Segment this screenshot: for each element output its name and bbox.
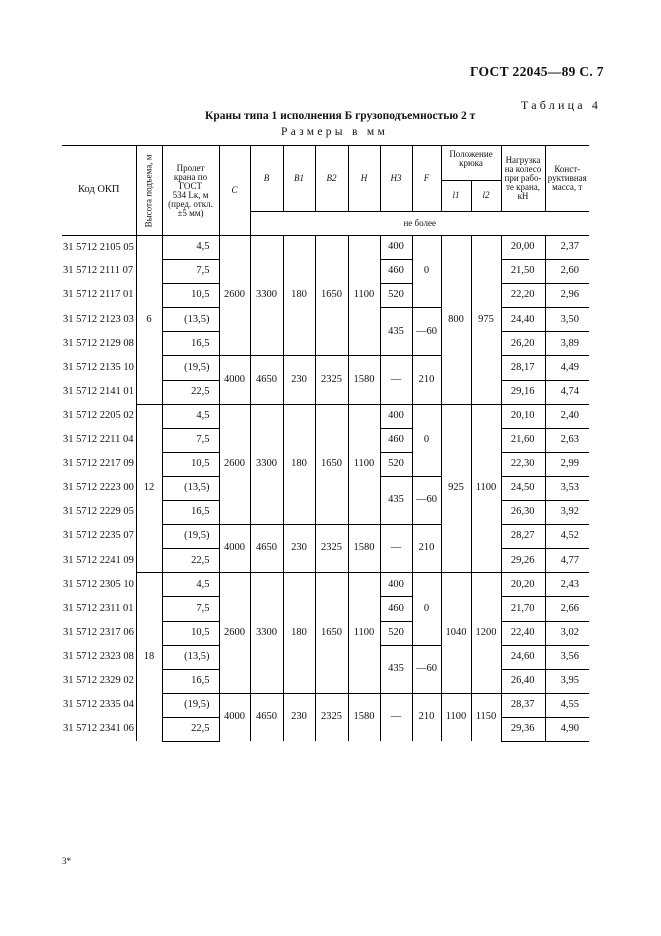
mass-cell: 2,43 bbox=[545, 573, 589, 597]
col-load-header: Нагрузка на колесо при рабо- те крана, кН bbox=[501, 146, 545, 212]
code-cell: 31 5712 2317 06 bbox=[62, 621, 136, 645]
code-cell: 31 5712 2305 10 bbox=[62, 573, 136, 597]
f-cell: 210 bbox=[412, 356, 441, 404]
not-more-label: не более bbox=[250, 212, 589, 236]
load-cell: 28,27 bbox=[501, 525, 545, 549]
b1-cell: 180 bbox=[283, 404, 315, 524]
code-cell: 31 5712 2335 04 bbox=[62, 693, 136, 717]
l2-cell: 1200 bbox=[471, 573, 501, 693]
code-cell: 31 5712 2223 00 bbox=[62, 476, 136, 500]
code-cell: 31 5712 2111 07 bbox=[62, 260, 136, 284]
b-cell: 4650 bbox=[250, 356, 283, 404]
code-cell: 31 5712 2211 04 bbox=[62, 428, 136, 452]
l2-cell: 1150 bbox=[471, 693, 501, 741]
load-cell: 22,40 bbox=[501, 621, 545, 645]
code-cell: 31 5712 2117 01 bbox=[62, 284, 136, 308]
crane-table bbox=[62, 145, 589, 742]
span-cell: (13,5) bbox=[162, 476, 219, 500]
load-cell: 24,40 bbox=[501, 308, 545, 332]
load-cell: 22,30 bbox=[501, 452, 545, 476]
h3-cell: — bbox=[380, 525, 412, 573]
h3-cell: 460 bbox=[380, 428, 412, 452]
h3-cell: 435 bbox=[380, 645, 412, 693]
h3-cell: 520 bbox=[380, 452, 412, 476]
table-row bbox=[62, 236, 589, 260]
span-cell: (19,5) bbox=[162, 525, 219, 549]
span-cell: 16,5 bbox=[162, 332, 219, 356]
b2-cell: 1650 bbox=[315, 573, 348, 693]
f-cell: 210 bbox=[412, 525, 441, 573]
h3-cell: 400 bbox=[380, 404, 412, 428]
b-cell: 4650 bbox=[250, 525, 283, 573]
document-header: ГОСТ 22045—89 С. 7 bbox=[470, 64, 604, 79]
code-cell: 31 5712 2329 02 bbox=[62, 669, 136, 693]
load-cell: 21,70 bbox=[501, 597, 545, 621]
mass-cell: 4,52 bbox=[545, 525, 589, 549]
mass-cell: 3,89 bbox=[545, 332, 589, 356]
load-cell: 29,26 bbox=[501, 549, 545, 573]
col-span-header: Пролет крана по ГОСТ 534 Lк, м (пред. откл. ±5 мм) bbox=[162, 146, 219, 236]
page-mark: 3* bbox=[62, 856, 71, 866]
load-cell: 26,20 bbox=[501, 332, 545, 356]
mass-cell: 2,96 bbox=[545, 284, 589, 308]
b-cell: 4650 bbox=[250, 693, 283, 741]
h3-cell: 520 bbox=[380, 284, 412, 308]
height-cell: 6 bbox=[136, 236, 162, 405]
mass-cell: 4,49 bbox=[545, 356, 589, 380]
code-cell: 31 5712 2229 05 bbox=[62, 501, 136, 525]
code-cell: 31 5712 2205 02 bbox=[62, 404, 136, 428]
f-cell: —60 bbox=[412, 645, 441, 693]
dimensions-note: Размеры в мм bbox=[281, 126, 389, 138]
f-cell: —60 bbox=[412, 476, 441, 524]
load-cell: 20,10 bbox=[501, 404, 545, 428]
l1-cell: 925 bbox=[441, 404, 471, 573]
h-cell: 1100 bbox=[348, 236, 380, 356]
h3-cell: — bbox=[380, 693, 412, 741]
b-cell: 3300 bbox=[250, 404, 283, 524]
col-l2-header: l2 bbox=[482, 190, 490, 200]
mass-cell: 2,63 bbox=[545, 428, 589, 452]
span-cell: 4,5 bbox=[162, 573, 219, 597]
h3-cell: 520 bbox=[380, 621, 412, 645]
header-row bbox=[62, 146, 589, 212]
code-cell: 31 5712 2323 08 bbox=[62, 645, 136, 669]
mass-cell: 2,60 bbox=[545, 260, 589, 284]
code-cell: 31 5712 2135 10 bbox=[62, 356, 136, 380]
h-cell: 1580 bbox=[348, 525, 380, 573]
mass-cell: 2,66 bbox=[545, 597, 589, 621]
height-cell: 18 bbox=[136, 573, 162, 742]
mass-cell: 2,40 bbox=[545, 404, 589, 428]
l1-cell: 1040 bbox=[441, 573, 471, 693]
col-height-header: Высота подъема, м bbox=[136, 146, 162, 236]
span-cell: 22,5 bbox=[162, 380, 219, 404]
span-cell: (19,5) bbox=[162, 356, 219, 380]
b2-cell: 2325 bbox=[315, 525, 348, 573]
f-cell: 0 bbox=[412, 236, 441, 308]
load-cell: 24,50 bbox=[501, 476, 545, 500]
h3-cell: 435 bbox=[380, 308, 412, 356]
h3-cell: — bbox=[380, 356, 412, 404]
load-cell: 20,00 bbox=[501, 236, 545, 260]
f-cell: 0 bbox=[412, 573, 441, 645]
c-cell: 2600 bbox=[219, 573, 250, 693]
h3-cell: 400 bbox=[380, 236, 412, 260]
c-cell: 4000 bbox=[219, 525, 250, 573]
load-cell: 29,36 bbox=[501, 717, 545, 741]
l1-cell: 1100 bbox=[441, 693, 471, 741]
mass-cell: 3,95 bbox=[545, 669, 589, 693]
col-h-header: H bbox=[348, 146, 380, 212]
table-row bbox=[62, 573, 589, 597]
mass-cell: 3,56 bbox=[545, 645, 589, 669]
span-cell: 22,5 bbox=[162, 717, 219, 741]
mass-cell: 3,02 bbox=[545, 621, 589, 645]
load-cell: 21,60 bbox=[501, 428, 545, 452]
table-title: Краны типа 1 исполнения Б грузоподъемностью 2 т bbox=[205, 110, 476, 122]
code-cell: 31 5712 2241 09 bbox=[62, 549, 136, 573]
col-c-header: C bbox=[219, 146, 250, 236]
c-cell: 4000 bbox=[219, 356, 250, 404]
load-cell: 28,17 bbox=[501, 356, 545, 380]
f-cell: —60 bbox=[412, 308, 441, 356]
h3-cell: 460 bbox=[380, 597, 412, 621]
b2-cell: 2325 bbox=[315, 693, 348, 741]
span-cell: 7,5 bbox=[162, 428, 219, 452]
span-cell: (19,5) bbox=[162, 693, 219, 717]
span-cell: 22,5 bbox=[162, 549, 219, 573]
table-number: Таблица 4 bbox=[521, 98, 602, 112]
span-cell: 7,5 bbox=[162, 597, 219, 621]
code-cell: 31 5712 2341 06 bbox=[62, 717, 136, 741]
l2-cell: 1100 bbox=[471, 404, 501, 573]
load-cell: 24,60 bbox=[501, 645, 545, 669]
load-cell: 20,20 bbox=[501, 573, 545, 597]
code-cell: 31 5712 2235 07 bbox=[62, 525, 136, 549]
span-cell: 16,5 bbox=[162, 501, 219, 525]
f-cell: 0 bbox=[412, 404, 441, 476]
load-cell: 21,50 bbox=[501, 260, 545, 284]
f-cell: 210 bbox=[412, 693, 441, 741]
load-cell: 26,40 bbox=[501, 669, 545, 693]
h3-cell: 435 bbox=[380, 476, 412, 524]
span-cell: 16,5 bbox=[162, 669, 219, 693]
code-cell: 31 5712 2129 08 bbox=[62, 332, 136, 356]
col-h3-header: H3 bbox=[380, 146, 412, 212]
code-cell: 31 5712 2123 03 bbox=[62, 308, 136, 332]
load-cell: 29,16 bbox=[501, 380, 545, 404]
mass-cell: 2,37 bbox=[545, 236, 589, 260]
span-cell: 7,5 bbox=[162, 260, 219, 284]
b2-cell: 1650 bbox=[315, 404, 348, 524]
mass-cell: 3,53 bbox=[545, 476, 589, 500]
b2-cell: 1650 bbox=[315, 236, 348, 356]
col-mass-header: Конст- руктивная масса, т bbox=[545, 146, 589, 212]
col-b1-header: B1 bbox=[283, 146, 315, 212]
b-cell: 3300 bbox=[250, 573, 283, 693]
span-cell: 10,5 bbox=[162, 621, 219, 645]
col-f-header: F bbox=[412, 146, 441, 212]
col-b-header: B bbox=[250, 146, 283, 212]
load-cell: 28,37 bbox=[501, 693, 545, 717]
b1-cell: 180 bbox=[283, 236, 315, 356]
mass-cell: 3,50 bbox=[545, 308, 589, 332]
c-cell: 4000 bbox=[219, 693, 250, 741]
code-cell: 31 5712 2311 01 bbox=[62, 597, 136, 621]
h-cell: 1100 bbox=[348, 404, 380, 524]
mass-cell: 3,92 bbox=[545, 501, 589, 525]
col-b2-header: B2 bbox=[315, 146, 348, 212]
b1-cell: 230 bbox=[283, 525, 315, 573]
col-hook-header: Положение крюка l1 l2 bbox=[441, 146, 501, 212]
h-cell: 1580 bbox=[348, 356, 380, 404]
mass-cell: 2,99 bbox=[545, 452, 589, 476]
span-cell: 10,5 bbox=[162, 284, 219, 308]
span-cell: 4,5 bbox=[162, 236, 219, 260]
span-cell: (13,5) bbox=[162, 645, 219, 669]
code-cell: 31 5712 2217 09 bbox=[62, 452, 136, 476]
l2-cell: 975 bbox=[471, 236, 501, 405]
load-cell: 22,20 bbox=[501, 284, 545, 308]
c-cell: 2600 bbox=[219, 236, 250, 356]
l1-cell: 800 bbox=[441, 236, 471, 405]
h3-cell: 400 bbox=[380, 573, 412, 597]
mass-cell: 4,55 bbox=[545, 693, 589, 717]
mass-cell: 4,74 bbox=[545, 380, 589, 404]
load-cell: 26,30 bbox=[501, 501, 545, 525]
b-cell: 3300 bbox=[250, 236, 283, 356]
code-cell: 31 5712 2105 05 bbox=[62, 236, 136, 260]
c-cell: 2600 bbox=[219, 404, 250, 524]
span-cell: (13,5) bbox=[162, 308, 219, 332]
code-cell: 31 5712 2141 01 bbox=[62, 380, 136, 404]
mass-cell: 4,77 bbox=[545, 549, 589, 573]
span-cell: 10,5 bbox=[162, 452, 219, 476]
b1-cell: 180 bbox=[283, 573, 315, 693]
b1-cell: 230 bbox=[283, 356, 315, 404]
height-cell: 12 bbox=[136, 404, 162, 573]
table-row bbox=[62, 404, 589, 428]
col-code-header: Код ОКП bbox=[62, 146, 136, 236]
span-cell: 4,5 bbox=[162, 404, 219, 428]
b2-cell: 2325 bbox=[315, 356, 348, 404]
h-cell: 1580 bbox=[348, 693, 380, 741]
b1-cell: 230 bbox=[283, 693, 315, 741]
h-cell: 1100 bbox=[348, 573, 380, 693]
mass-cell: 4,90 bbox=[545, 717, 589, 741]
col-l1-header: l1 bbox=[442, 181, 472, 211]
h3-cell: 460 bbox=[380, 260, 412, 284]
